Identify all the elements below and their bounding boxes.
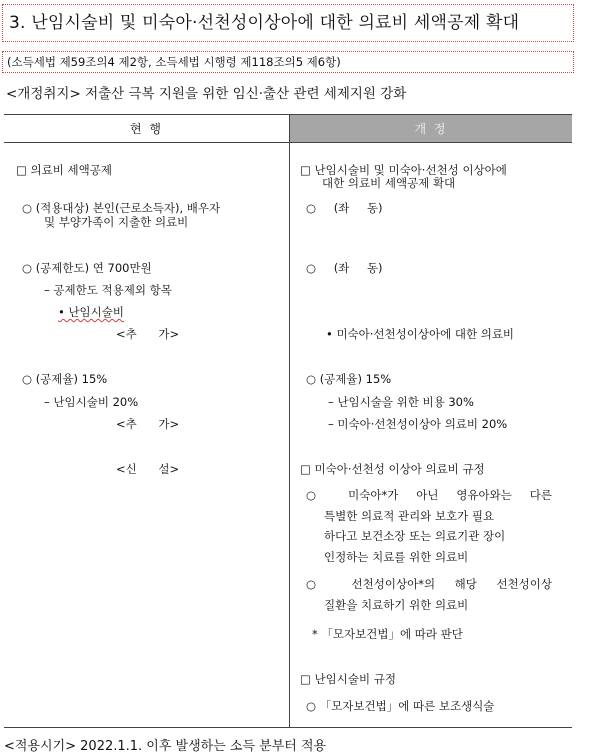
revised-scope-title: □ 미숙아·선천성 이상아 의료비 규정 <box>300 462 485 476</box>
revised-rate-premature: – 미숙아·선천성이상아 의료비 20% <box>328 417 508 431</box>
revised-item-title-line1: □ 난임시술비 및 미숙아·선천성 이상아에 <box>300 163 507 177</box>
header-revised: 개 정 <box>290 115 572 143</box>
current-scope-line1: ○ (적용대상) 본인(근로소득자), 배우자 <box>22 201 221 215</box>
header-current: 현 행 <box>4 115 289 143</box>
revised-same-1: ○ (좌 동) <box>306 201 383 215</box>
effective-date: <적용시기> 2022.1.1. 이후 발생하는 소득 분부터 적용 <box>4 739 327 754</box>
revised-scope1-line2: 특별한 의료적 관리와 보호가 필요 <box>324 509 495 523</box>
current-limit-exclusion: – 공제한도 적용제외 항목 <box>44 283 172 297</box>
revised-scope2-line2: 질환을 치료하기 위한 의료비 <box>324 598 469 612</box>
current-scope-line2: 및 부양가족이 지출한 의료비 <box>44 215 189 229</box>
section-title: 3. 난임시술비 및 미숙아·선천성이상아에 대한 의료비 세액공제 확대 <box>2 4 574 42</box>
revised-added-premature: • 미숙아·선천성이상아에 대한 의료비 <box>326 327 515 341</box>
current-added-placeholder-1: <추 가> <box>116 327 180 341</box>
current-rate: ○ (공제율) 15% <box>22 372 108 386</box>
current-limit: ○ (공제한도) 연 700만원 <box>22 261 152 275</box>
revised-ivf-title: □ 난임시술비 규정 <box>300 672 396 686</box>
current-new-placeholder: <신 설> <box>116 462 180 476</box>
current-item-medical-deduction: □ 의료비 세액공제 <box>16 163 112 177</box>
revised-same-2: ○ (좌 동) <box>306 261 383 275</box>
revised-ivf-item: ○ 「모자보건법」에 따른 보조생식술 <box>306 699 495 713</box>
revised-scope2-line1: ○ 선천성이상아*의 해당 선천성이상 <box>306 577 552 591</box>
current-rate-ivf: – 난임시술비 20% <box>44 395 139 409</box>
current-added-placeholder-2: <추 가> <box>116 417 180 431</box>
revision-purpose: <개정취지> 저출산 극복 지원을 위한 임신·출산 관련 세제지원 강화 <box>6 86 407 102</box>
legal-reference: (소득세법 제59조의4 제2항, 소득세법 시행령 제118조의5 제6항) <box>2 51 574 73</box>
column-divider <box>289 115 290 727</box>
revised-scope-note: * 「모자보건법」에 따라 판단 <box>312 627 463 641</box>
revised-item-title-line2: 대한 의료비 세액공제 확대 <box>322 176 456 190</box>
revised-scope1-line1: ○ 미숙아*가 아닌 영유아와는 다른 <box>306 488 552 502</box>
revised-rate-ivf: – 난임시술을 위한 비용 30% <box>328 395 474 409</box>
comparison-table <box>4 114 572 728</box>
revised-scope1-line3: 하다고 보건소장 또는 의료기관 장이 <box>324 529 506 543</box>
current-limit-ivf: • 난임시술비 <box>58 305 124 319</box>
revised-rate: ○ (공제율) 15% <box>306 372 392 386</box>
revised-scope1-line4: 인정하는 치료를 위한 의료비 <box>324 550 469 564</box>
